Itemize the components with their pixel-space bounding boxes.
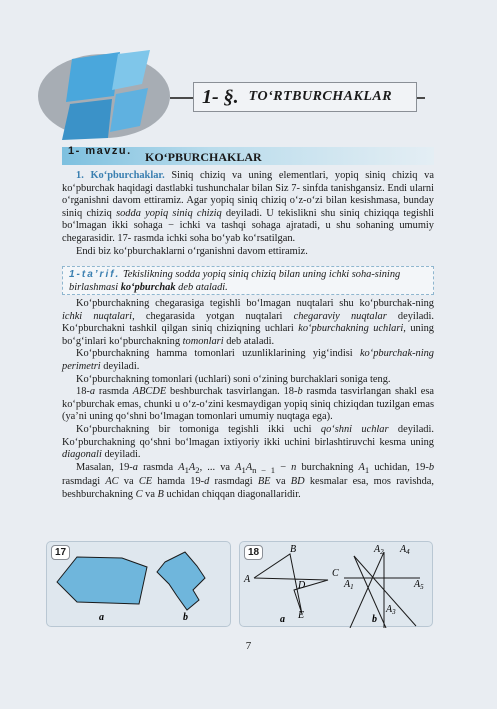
figure-18 xyxy=(239,541,433,627)
definition-term: ko‘pburchak xyxy=(120,281,176,293)
chapter-number: 1- §. xyxy=(202,85,239,108)
definition-tag: 1-ta’rif. xyxy=(69,269,121,280)
figure-17-number: 17 xyxy=(51,545,70,560)
svg-text:E: E xyxy=(298,610,305,621)
paragraph-example: Masalan, 19-a rasmda $A_1A_2$, ... va $A_1A_{n - 1} - n$ burchakning $A_1$ uchidan, 19-b rasmdagi AC va CE hamda 19-d rasmdagi BE va BD kesmalar esa, mos ravishda, beshburchakning C va B uchidan chiqqan diagonallaridir. xyxy=(62,461,435,500)
page-number: 7 xyxy=(245,640,252,652)
figure-17-label-b: b xyxy=(183,612,188,623)
section-lead: 1. Ko‘pburchaklar. xyxy=(76,170,165,181)
svg-text:C: C xyxy=(332,568,339,579)
paragraph-points: Ko‘pburchakning chegarasiga tegishli bo‘lmagan nuqtalari shu ko‘pburchak-ning ichki nuqtalari, chegarasida yotgan nuqtalari chegaraviy nuqtalar deyiladi. Ko‘pburchakni tashkil qilgan siniq chiziqning uchlari ko‘pburchakning uchlari, uning bo‘g‘inlari ko‘pburchakning tomonlari deb ataladi. xyxy=(62,298,434,347)
svg-text:B: B xyxy=(290,544,297,555)
figure-17-label-a: a xyxy=(99,612,104,623)
svg-text:D: D xyxy=(298,580,306,591)
paragraph-figure18: 18-a rasmda ABCDE beshburchak tasvirlangan. 18-b rasmda tasvirlangan shakl esa ko‘pburchak emas, chunki u o‘z-o‘zini kesmaydigan yopiq siniq chiziqdan tuzilgan emas (ya’ni uning qo‘shni bo‘lmagan tomonlari umumiy nuqtaga ega). xyxy=(62,386,434,423)
paragraph-sides: Ko‘pburchakning tomonlari (uchlari) soni o‘zining burchaklari soniga teng. xyxy=(76,373,391,385)
figure-17-drawing xyxy=(47,542,232,628)
svg-text:A: A xyxy=(244,574,251,585)
polygon-a xyxy=(57,557,147,604)
pentagon-abcde xyxy=(254,554,328,614)
chapter-title: TO‘RTBURCHAKLAR xyxy=(248,89,393,104)
chapter-logo-art xyxy=(32,44,172,144)
intro-term: sodda yopiq siniq chiziq xyxy=(116,207,222,219)
svg-text:A1: $A_1$ xyxy=(344,579,354,591)
polygon-b xyxy=(157,552,205,610)
definition-text: Tekislikning sodda yopiq siniq chiziq bilan uning ichki soha-sining birlashmasi xyxy=(69,269,401,293)
main-text xyxy=(62,298,434,502)
intro-body-2: deyiladi. U tekislikni shu siniq chiziqqa tegishli bo‘lmagan ikki sohaga − ichki va tashqi sohaga ajratadi, u shu sohaning umumiy chegarasidir. 17- rasmda ichki soha bo‘yab ko‘rsatilgan. xyxy=(62,207,434,244)
figure-18-number: 18 xyxy=(244,545,263,560)
intro-body: Siniq chiziq va uning elementlari, yopiq siniq chiziq va ko‘pburchak haqidagi dastlabki tushunchalar bilan Siz 7- sinfda tanishgansiz. Endi ularni o‘rganishni davom ettiramiz. Agar yopiq siniq chiziq o‘z-o‘zi bilan kesishmasa, bunday siniq chiziq xyxy=(62,170,434,219)
figure-18-label-a: a xyxy=(280,614,285,625)
topic-tag: 1- mavzu. xyxy=(68,145,132,157)
intro-closing: Endi biz ko‘pburchaklarni o‘rganishni davom ettiramiz. xyxy=(76,245,308,257)
intro-paragraph xyxy=(62,170,434,258)
definition-box xyxy=(62,266,434,295)
svg-text:A2: $A_2$ xyxy=(374,544,384,556)
topic-title: KO‘PBURCHAKLAR xyxy=(145,150,262,164)
paragraph-diagonal: Ko‘pburchakning bir tomoniga tegishli ikki uchi qo‘shni uchlar deyiladi. Ko‘pburchakning qo‘shni bo‘lmagan ixtiyoriy ikki uchini birlashtiruvchi kesma uning diagonali deyiladi. xyxy=(62,423,434,461)
figure-17 xyxy=(46,541,231,627)
figure-18-drawing xyxy=(240,542,434,628)
definition-end: deb ataladi. xyxy=(175,281,228,293)
paragraph-perimeter: Ko‘pburchakning hamma tomonlari uzunliklarining yig‘indisi ko‘pburchak-ning perimetri deyiladi. xyxy=(62,348,434,372)
svg-text:A5: $A_5$ xyxy=(414,579,424,591)
svg-text:A3: $A_3$ xyxy=(386,604,396,616)
chapter-heading xyxy=(193,82,417,112)
svg-text:A4: $A_4$ xyxy=(400,544,410,556)
figure-18-label-b: b xyxy=(372,614,377,625)
